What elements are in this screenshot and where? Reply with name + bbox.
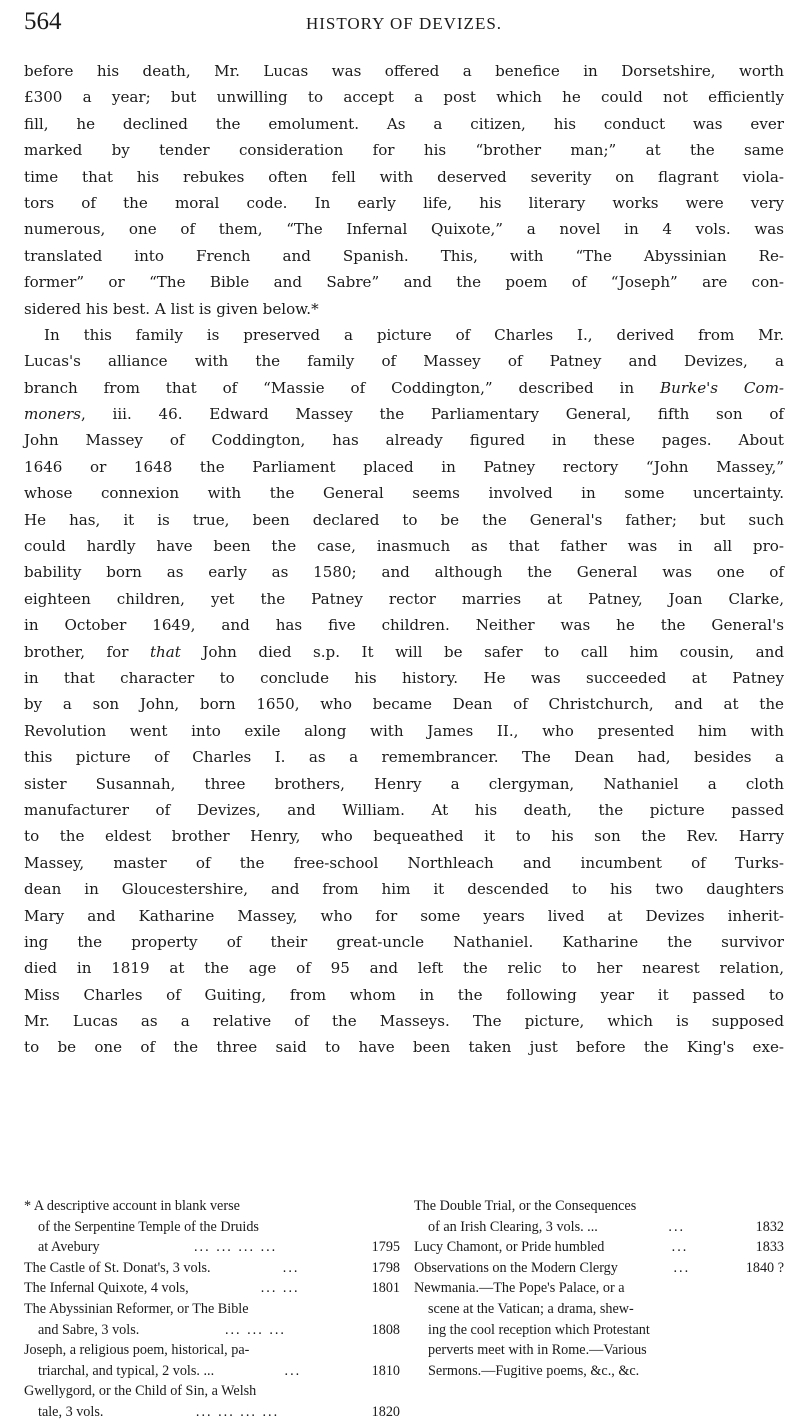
footnote-title: Lucy Chamont, or Pride humbled: [414, 1239, 605, 1256]
footnote-title: The Castle of St. Donat's, 3 vols.: [24, 1259, 211, 1276]
footnote-line: [414, 1320, 784, 1341]
footnote-title: Sermons.—Fugitive poems, &c., &c.: [428, 1362, 640, 1379]
text-line: in October 1649, and has five children. Neither was he the General's: [24, 616, 784, 635]
footnote-leader-dots: ... ... ...: [224, 1321, 286, 1338]
text-line: moners, iii. 46. Edward Massey the Parliamentary General, fifth son of: [24, 405, 784, 424]
footnote-year: 1801: [371, 1280, 400, 1297]
text-line: time that his rebukes often fell with deserved severity on flagrant viola-: [24, 167, 784, 186]
footnote-line: [24, 1361, 400, 1382]
text-line: by a son John, born 1650, who became Dean of Christchurch, and at the: [24, 695, 784, 714]
emphasis: Burke's Com-: [660, 378, 784, 397]
footnote-leader-dots: [639, 1361, 784, 1382]
footnote-year: 1840 ?: [745, 1259, 784, 1276]
text-line: in that character to conclude his history. He was succeeded at Patney: [24, 668, 784, 687]
text-line: Mary and Katharine Massey, who for some years lived at Devizes inherit-: [24, 906, 784, 925]
footnote-leader-dots: [634, 1299, 784, 1320]
footnote-title: tale, 3 vols.: [38, 1403, 104, 1420]
footnote-title: scene at the Vatican; a drama, shew-: [428, 1300, 634, 1317]
footnote-line: [414, 1237, 784, 1258]
text-line: to the eldest brother Henry, who bequeathed it to his son the Rev. Harry: [24, 827, 784, 846]
footnote-line: [24, 1217, 400, 1238]
footnote-title: Gwellygord, or the Child of Sin, a Welsh: [24, 1383, 257, 1400]
footnote-leader-dots: [249, 1340, 400, 1361]
footnote-line: [414, 1278, 784, 1299]
text-line: manufacturer of Devizes, and William. At his death, the picture passed: [24, 800, 784, 819]
footnote-leader-dots: ...: [282, 1259, 300, 1276]
footnote-leader-dots: ... ... ... ...: [194, 1239, 278, 1256]
footnote-title: The Double Trial, or the Consequences: [414, 1198, 637, 1214]
footnote-column-right: [414, 1196, 784, 1381]
text-line: Massey, master of the free-school Northleach and incumbent of Turks-: [24, 853, 784, 872]
footnote-title: of an Irish Clearing, 3 vols. ...: [428, 1218, 598, 1235]
footnote-leader-dots: [249, 1299, 400, 1320]
footnote-line: [24, 1196, 400, 1217]
footnote-leader-dots: ...: [284, 1362, 302, 1379]
footnote-year: 1832: [755, 1218, 784, 1235]
footnote-leader-dots: [636, 1196, 784, 1217]
text-line: dean in Gloucestershire, and from him it descended to his two daughters: [24, 880, 784, 899]
text-line: tors of the moral code. In early life, his literary works were very: [24, 193, 784, 212]
page-number: 564: [24, 8, 62, 35]
text-line: eighteen children, yet the Patney rector marries at Patney, Joan Clarke,: [24, 589, 784, 608]
emphasis: that: [149, 642, 181, 661]
footnote-line: [414, 1299, 784, 1320]
footnote-line: [414, 1196, 784, 1217]
footnote-line: [24, 1320, 400, 1341]
text-line: Mr. Lucas as a relative of the Masseys. The picture, which is supposed: [24, 1012, 784, 1031]
text-line: sister Susannah, three brothers, Henry a clergyman, Nathaniel a cloth: [24, 774, 784, 793]
footnote-year: 1833: [755, 1239, 784, 1256]
running-title: HISTORY OF DEVIZES.: [305, 14, 503, 33]
text-line: fill, he declined the emolument. As a citizen, his conduct was ever: [24, 114, 784, 133]
footnote-leader-dots: ... ... ... ...: [195, 1403, 280, 1420]
footnote-title: perverts meet with in Rome.—Various: [428, 1342, 647, 1359]
footnote-leader-dots: ...: [668, 1218, 686, 1235]
footnote-leader-dots: [650, 1320, 784, 1341]
text-line: could hardly have been the case, inasmuch as that father was in all pro-: [24, 537, 784, 556]
footnote-leader-dots: [647, 1340, 784, 1361]
text-line: branch from that of “Massie of Coddington,” described in Burke's Com-: [24, 378, 784, 397]
footnote-leader-dots: [625, 1278, 784, 1299]
footnote-line: [24, 1402, 400, 1423]
text-line: 1646 or 1648 the Parliament placed in Patney rectory “John Massey,”: [24, 457, 784, 476]
footnote-title: Newmania.—The Pope's Palace, or a: [414, 1280, 625, 1297]
text-line: Lucas's alliance with the family of Massey of Patney and Devizes, a: [24, 352, 784, 371]
footnote-leader-dots: [256, 1381, 400, 1402]
text-line: this picture of Charles I. as a remembrancer. The Dean had, besides a: [24, 748, 784, 767]
text-line: before his death, Mr. Lucas was offered a benefice in Dorsetshire, worth: [24, 62, 784, 80]
footnote-title: Joseph, a religious poem, historical, pa-: [24, 1342, 250, 1359]
text-line: Miss Charles of Guiting, from whom in the following year it passed to: [24, 985, 784, 1004]
footnote-year: 1798: [371, 1259, 400, 1276]
footnote-leader-dots: [259, 1217, 400, 1238]
running-head: [24, 8, 784, 42]
text-line: died in 1819 at the age of 95 and left the relic to her nearest relation,: [24, 959, 784, 978]
footnote-line: [24, 1237, 400, 1258]
footnote-title: at Avebury: [38, 1239, 100, 1256]
footnote-title: The Abyssinian Reformer, or The Bible: [24, 1300, 249, 1317]
text-line: £300 a year; but unwilling to accept a post which he could not efficiently: [24, 88, 784, 107]
text-line: former” or “The Bible and Sabre” and the poem of “Joseph” are con-: [24, 273, 784, 292]
text-line: John Massey of Coddington, has already figured in these pages. About: [24, 431, 784, 450]
footnote-title: Observations on the Modern Clergy: [414, 1259, 618, 1276]
text-line: He has, it is true, been declared to be the General's father; but such: [24, 510, 784, 529]
footnote-year: 1795: [371, 1239, 400, 1256]
footnote-title: triarchal, and typical, 2 vols. ...: [38, 1362, 215, 1379]
text-line: marked by tender consideration for his “brother man;” at the same: [24, 141, 784, 160]
text-line: whose connexion with the General seems involved in some uncertainty.: [24, 484, 784, 503]
footnote-leader-dots: ...: [673, 1259, 691, 1276]
text-line: to be one of the three said to have been taken just before the King's exe-: [24, 1038, 784, 1057]
footnote-column-left: [24, 1196, 400, 1423]
text-line: bability born as early as 1580; and although the General was one of: [24, 563, 784, 582]
footnote-year: 1820: [371, 1403, 400, 1420]
footnote-line: [24, 1299, 400, 1320]
text-line: numerous, one of them, “The Infernal Quixote,” a novel in 4 vols. was: [24, 220, 784, 239]
text-line: sidered his best. A list is given below.*: [24, 299, 319, 318]
footnote-leader-dots: ...: [671, 1239, 689, 1256]
footnote-line: [24, 1340, 400, 1361]
text-line: In this family is preserved a picture of Charles I., derived from Mr.: [44, 325, 784, 344]
footnote-year: 1808: [371, 1321, 400, 1338]
text-line: ing the property of their great-uncle Nathaniel. Katharine the survivor: [24, 932, 784, 951]
body-text: [24, 58, 784, 1061]
footnote-line: [24, 1381, 400, 1402]
footnote-year: 1810: [371, 1362, 400, 1379]
footnote-line: [24, 1258, 400, 1279]
text-line: Revolution went into exile along with James II., who presented him with: [24, 721, 784, 740]
text-line: brother, for that John died s.p. It will be safer to call him cousin, and: [24, 642, 784, 661]
footnote-line: [414, 1361, 784, 1382]
footnote-title: ing the cool reception which Protestant: [428, 1321, 650, 1338]
footnote-title: * A descriptive account in blank verse: [24, 1198, 240, 1214]
footnote-line: [414, 1217, 784, 1238]
footnote-line: [24, 1278, 400, 1299]
footnote-title: of the Serpentine Temple of the Druids: [38, 1218, 259, 1235]
footnotes: [24, 1196, 784, 1420]
footnote-line: [414, 1258, 784, 1279]
text-line: translated into French and Spanish. This, with “The Abyssinian Re-: [24, 246, 784, 265]
footnote-leader-dots: [240, 1196, 400, 1217]
emphasis: moners: [24, 405, 82, 424]
footnote-line: [414, 1340, 784, 1361]
footnote-title: The Infernal Quixote, 4 vols,: [24, 1280, 189, 1297]
footnote-leader-dots: ... ...: [260, 1280, 300, 1297]
footnote-title: and Sabre, 3 vols.: [38, 1321, 140, 1338]
